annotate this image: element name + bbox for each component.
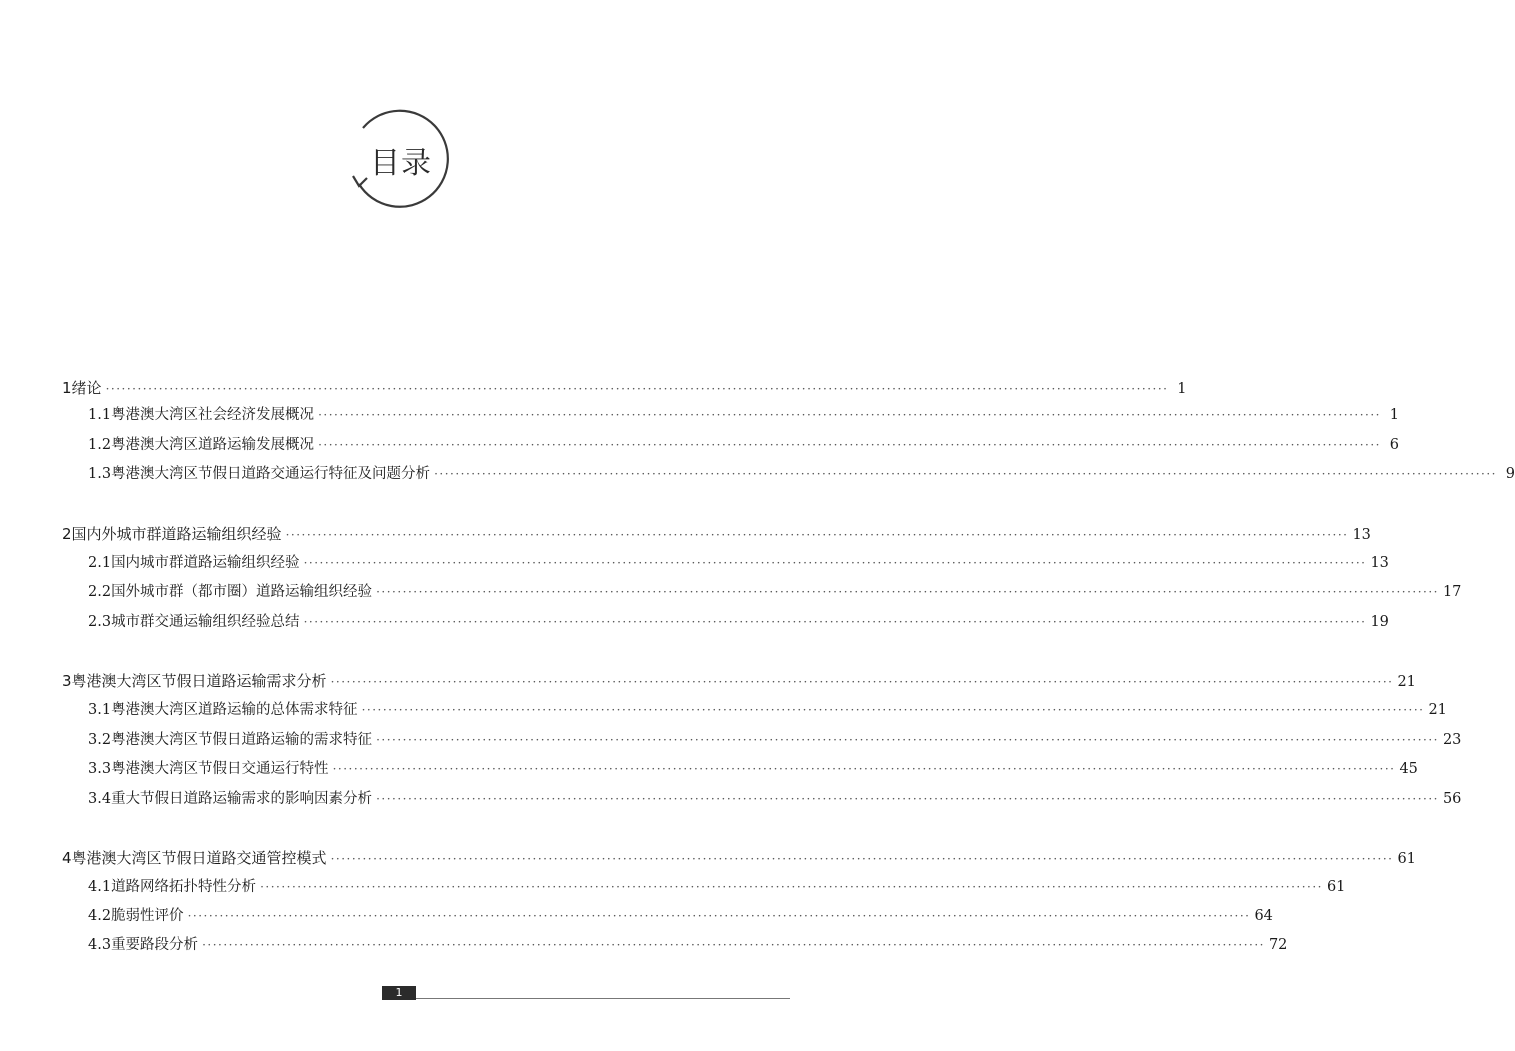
toc-entry-label: 粤港澳大湾区道路运输的总体需求特征 <box>111 702 358 718</box>
toc-chapter-row <box>0 377 1187 399</box>
toc-dot-leader: ········································································································································································································ <box>376 585 1439 599</box>
toc-entry-label: 国内外城市群道路运输组织经验 <box>71 525 282 543</box>
toc-entry-number: 1.2 <box>88 437 112 453</box>
toc-entry-page: 72 <box>1268 937 1288 953</box>
toc-section-row <box>0 905 1273 927</box>
toc-entry-number: 4 <box>62 849 72 867</box>
toc-entry-page: 19 <box>1370 614 1389 630</box>
toc-dot-leader: ········································································································································································································ <box>187 909 1251 923</box>
toc-entry-page: 45 <box>1399 761 1418 777</box>
toc-section-row <box>0 404 1399 426</box>
toc-section-row <box>0 934 1288 956</box>
toc-entry-number: 4.3 <box>88 937 112 953</box>
toc-entry-label: 道路网络拓扑特性分析 <box>111 879 257 895</box>
toc-dot-leader: ········································································································································································································ <box>202 938 1265 952</box>
toc-section-row <box>0 758 1418 780</box>
toc-entry-number: 2.3 <box>88 614 112 630</box>
toc-entry-number: 4.2 <box>88 908 112 924</box>
toc-entry-label: 粤港澳大湾区节假日道路交通运行特征及问题分析 <box>111 466 431 482</box>
toc-chapter-row <box>0 523 1371 545</box>
toc-section-row <box>0 876 1346 898</box>
toc-entry-label: 城市群交通运输组织经验总结 <box>111 614 300 630</box>
toc-dot-leader: ········································································································································································································ <box>318 438 1381 452</box>
toc-entry-number: 2.2 <box>88 584 112 600</box>
toc-dot-leader: ········································································································································································································ <box>434 467 1497 481</box>
toc-section-row <box>0 581 1462 603</box>
toc-dot-leader: ········································································································································································································ <box>330 675 1394 689</box>
toc-dot-leader: ········································································································································································································ <box>361 703 1425 717</box>
toc-entry-number: 2.1 <box>88 555 112 571</box>
toc-entry-label: 国外城市群（都市圈）道路运输组织经验 <box>111 584 373 600</box>
toc-dot-leader: ········································································································································································································ <box>303 615 1367 629</box>
toc-dot-leader: ········································································································································································································ <box>105 382 1169 396</box>
toc-section-row <box>0 788 1462 810</box>
toc-dot-leader: ········································································································································································································ <box>318 408 1381 422</box>
toc-section-row <box>0 699 1447 721</box>
toc-entry-number: 3.1 <box>88 702 112 718</box>
toc-entry-label: 粤港澳大湾区道路运输发展概况 <box>111 437 315 453</box>
toc-dot-leader: ········································································································································································································ <box>303 556 1367 570</box>
toc-entry-page: 21 <box>1428 702 1447 718</box>
toc-entry-page: 17 <box>1442 584 1462 600</box>
toc-entry-number: 3.4 <box>88 791 112 807</box>
footer-page-number: 1 <box>395 986 403 999</box>
toc-entry-page: 9 <box>1505 466 1515 482</box>
toc-entry-label: 重要路段分析 <box>111 937 199 953</box>
toc-entry-page: 61 <box>1397 851 1416 867</box>
toc-section-row <box>0 463 1515 485</box>
toc-dot-leader: ········································································································································································································ <box>376 792 1439 806</box>
page-title: 目录 <box>370 146 432 181</box>
toc-chapter-row <box>0 670 1416 692</box>
toc-entry-label: 脆弱性评价 <box>111 908 184 924</box>
toc-entry-page: 1 <box>1389 407 1399 423</box>
toc-title-emblem <box>345 108 457 216</box>
toc-entry-label: 重大节假日道路运输需求的影响因素分析 <box>111 791 373 807</box>
toc-entry-label: 粤港澳大湾区节假日交通运行特性 <box>111 761 329 777</box>
toc-dot-leader: ········································································································································································································ <box>330 852 1394 866</box>
toc-entry-label: 粤港澳大湾区节假日道路运输的需求特征 <box>111 732 373 748</box>
toc-dot-leader: ········································································································································································································ <box>332 762 1396 776</box>
toc-entry-page: 1 <box>1177 381 1187 397</box>
toc-entry-number: 4.1 <box>88 879 112 895</box>
toc-entry-page: 64 <box>1254 908 1273 924</box>
toc-entry-number: 3.3 <box>88 761 112 777</box>
toc-entry-label: 国内城市群道路运输组织经验 <box>111 555 300 571</box>
toc-entry-label: 粤港澳大湾区节假日道路运输需求分析 <box>71 672 327 690</box>
toc-entry-number: 3 <box>62 672 72 690</box>
toc-entry-label: 绪论 <box>71 379 102 397</box>
toc-section-row <box>0 434 1399 456</box>
toc-entry-page: 21 <box>1397 674 1416 690</box>
toc-section-row <box>0 611 1389 633</box>
toc-entry-label: 粤港澳大湾区社会经济发展概况 <box>111 407 315 423</box>
toc-entry-page: 61 <box>1326 879 1346 895</box>
toc-entry-page: 6 <box>1389 437 1399 453</box>
toc-entry-number: 3.2 <box>88 732 112 748</box>
toc-entry-label: 粤港澳大湾区节假日道路交通管控模式 <box>71 849 327 867</box>
toc-entry-number: 1.3 <box>88 466 112 482</box>
toc-dot-leader: ········································································································································································································ <box>260 880 1323 894</box>
toc-section-row <box>0 552 1389 574</box>
toc-entry-page: 13 <box>1370 555 1389 571</box>
toc-entry-number: 1 <box>62 379 72 397</box>
toc-entry-page: 23 <box>1442 732 1462 748</box>
footer-rule <box>416 998 790 999</box>
toc-entry-number: 2 <box>62 525 72 543</box>
toc-dot-leader: ········································································································································································································ <box>376 733 1439 747</box>
toc-section-row <box>0 729 1462 751</box>
toc-entry-page: 56 <box>1442 791 1462 807</box>
toc-entry-number: 1.1 <box>88 407 112 423</box>
toc-chapter-row <box>0 847 1416 869</box>
toc-entry-page: 13 <box>1352 527 1371 543</box>
toc-dot-leader: ········································································································································································································ <box>285 528 1349 542</box>
